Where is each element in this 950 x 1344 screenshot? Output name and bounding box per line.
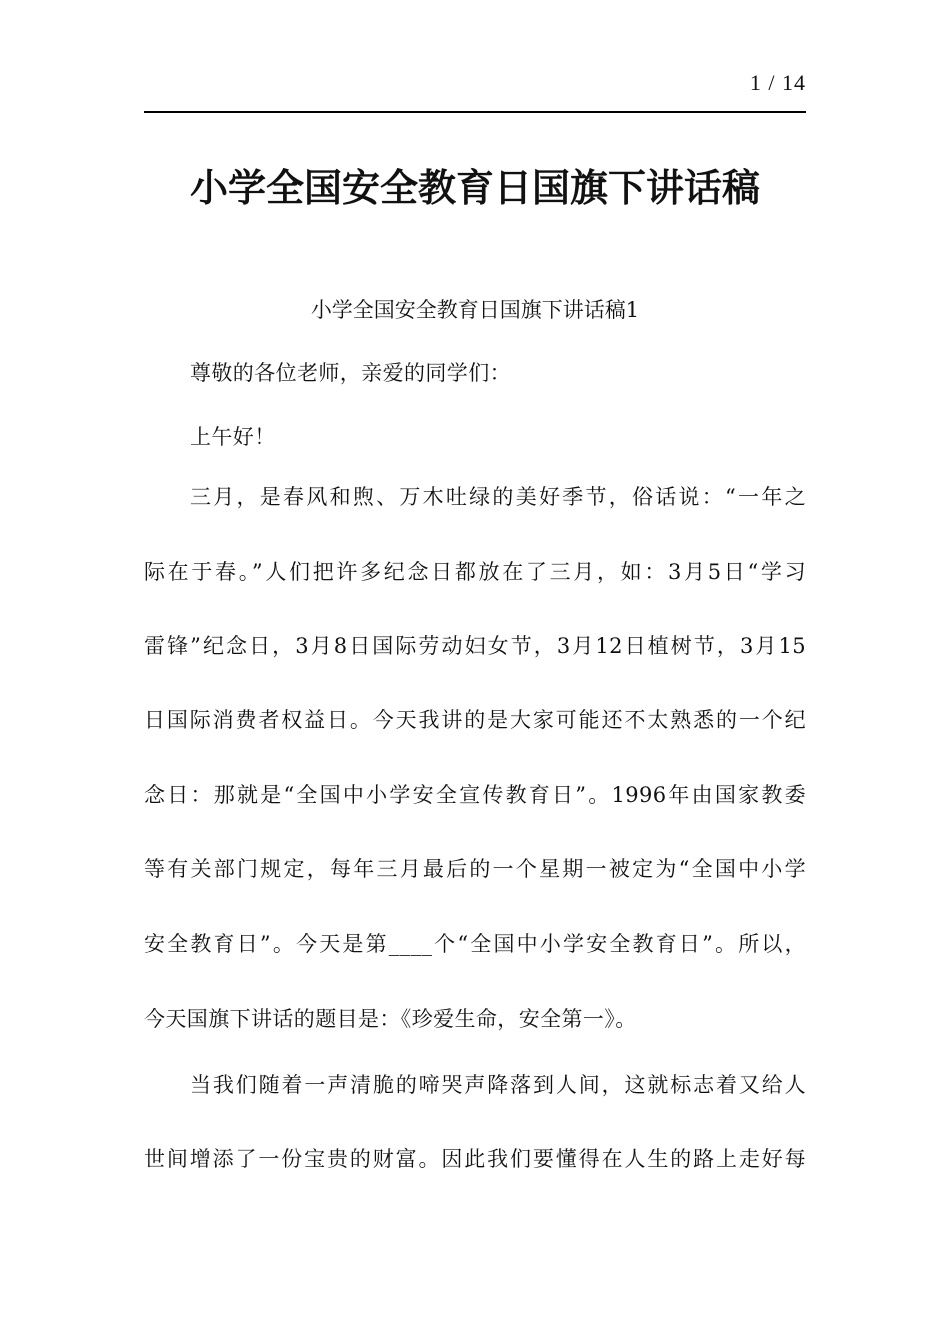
- paragraph-line: 念日：那就是“全国中小学安全宣传教育日”。1996年由国家教委: [144, 783, 806, 807]
- paragraph-line-greeting: 尊敬的各位老师，亲爱的同学们：: [190, 361, 511, 385]
- paragraph-line: 际在于春。”人们把许多纪念日都放在了三月，如：3月5日“学习: [144, 560, 806, 584]
- paragraph-line: 雷锋”纪念日，3月8日国际劳动妇女节，3月12日植树节，3月15: [144, 634, 806, 658]
- paragraph-line: 当我们随着一声清脆的啼哭声降落到人间，这就标志着又给人: [190, 1073, 806, 1097]
- page-number: 1 / 14: [749, 70, 806, 95]
- document-title: 小学全国安全教育日国旗下讲话稿: [189, 166, 760, 210]
- paragraph-line: 三月，是春风和煦、万木吐绿的美好季节，俗话说：“一年之: [190, 485, 806, 509]
- header-divider: [144, 111, 806, 113]
- paragraph-line: 世间增添了一份宝贵的财富。因此我们要懂得在人生的路上走好每: [144, 1147, 806, 1171]
- paragraph-line: 安全教育日”。今天是第____个“全国中小学安全教育日”。所以，: [144, 932, 806, 956]
- paragraph-line: 日国际消费者权益日。今天我讲的是大家可能还不太熟悉的一个纪: [144, 708, 806, 732]
- section-title: 小学全国安全教育日国旗下讲话稿1: [310, 298, 640, 322]
- paragraph-line-good-morning: 上午好！: [190, 425, 276, 449]
- paragraph-line: 等有关部门规定，每年三月最后的一个星期一被定为“全国中小学: [144, 857, 806, 881]
- paragraph-line: 今天国旗下讲话的题目是：《珍爱生命，安全第一》。: [144, 1007, 637, 1031]
